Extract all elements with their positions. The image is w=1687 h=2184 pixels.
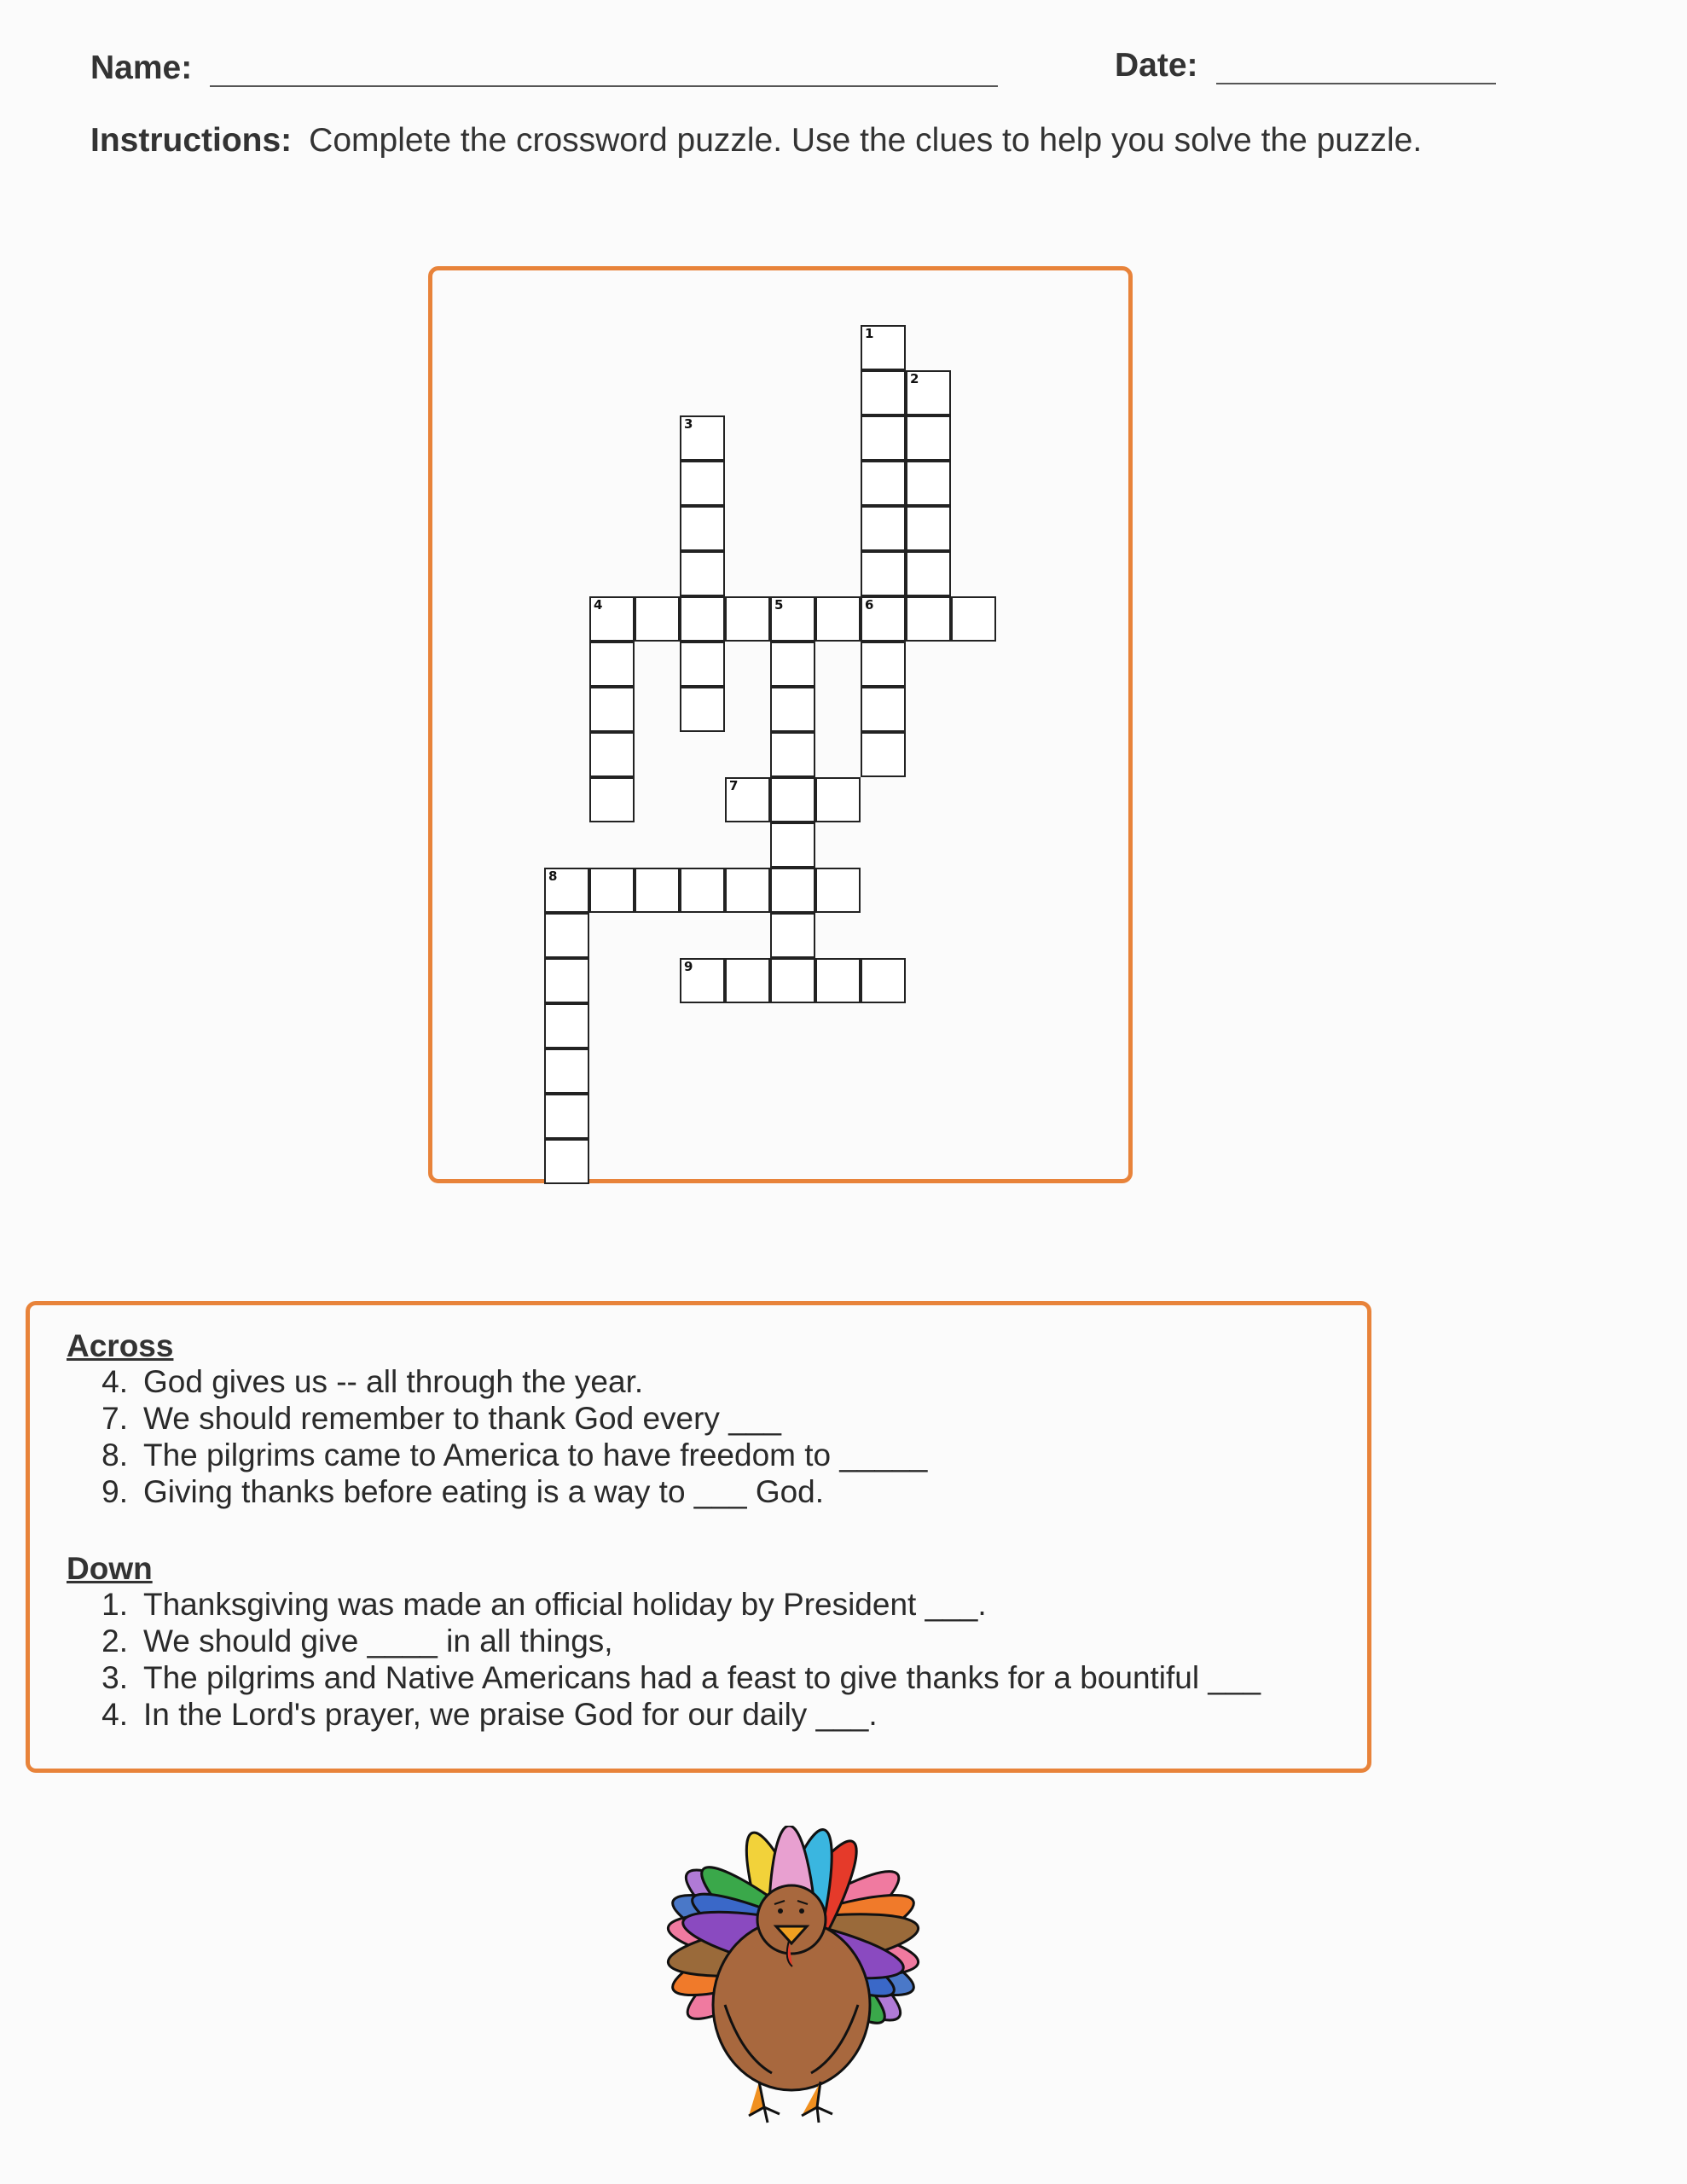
down-clue: 4. In the Lord's prayer, we praise God for our daily ___. xyxy=(101,1697,878,1732)
crossword-cell[interactable] xyxy=(635,596,680,642)
crossword-cell[interactable] xyxy=(725,958,770,1003)
clue-number: 7 xyxy=(729,778,739,793)
down-clue: 2. We should give ____ in all things, xyxy=(101,1623,613,1658)
clue-number: 3 xyxy=(684,416,693,432)
crossword-cell[interactable] xyxy=(770,958,815,1003)
crossword-cell[interactable] xyxy=(861,687,906,732)
crossword-cell[interactable] xyxy=(951,596,996,642)
crossword-cell[interactable] xyxy=(906,506,951,551)
crossword-cell[interactable] xyxy=(680,415,725,461)
crossword-cell[interactable] xyxy=(770,913,815,958)
crossword-cell[interactable] xyxy=(680,461,725,506)
crossword-cell[interactable] xyxy=(861,415,906,461)
clue-number: 5 xyxy=(774,597,784,613)
crossword-cell[interactable] xyxy=(770,868,815,913)
crossword-cell[interactable] xyxy=(544,868,589,913)
crossword-cell[interactable] xyxy=(770,732,815,777)
crossword-cell[interactable] xyxy=(544,1094,589,1139)
crossword-cell[interactable] xyxy=(815,868,861,913)
crossword-cell[interactable] xyxy=(589,687,635,732)
across-heading: Across xyxy=(67,1328,174,1363)
crossword-cell[interactable] xyxy=(861,461,906,506)
crossword-cell[interactable] xyxy=(861,958,906,1003)
crossword-cell[interactable] xyxy=(589,732,635,777)
crossword-cell[interactable] xyxy=(680,687,725,732)
crossword-cell[interactable] xyxy=(906,596,951,642)
crossword-cell[interactable] xyxy=(861,642,906,687)
crossword-cell[interactable] xyxy=(725,596,770,642)
crossword-cell[interactable] xyxy=(861,370,906,415)
crossword-cell[interactable] xyxy=(589,777,635,822)
crossword-cell[interactable] xyxy=(680,958,725,1003)
date-field-line[interactable] xyxy=(1216,83,1496,84)
crossword-cell[interactable] xyxy=(770,687,815,732)
instructions-text: Complete the crossword puzzle. Use the clues to help you solve the puzzle. xyxy=(309,122,1423,159)
crossword-cell[interactable] xyxy=(725,777,770,822)
clue-number: 6 xyxy=(865,597,874,613)
crossword-cell[interactable] xyxy=(589,642,635,687)
crossword-cell[interactable] xyxy=(815,958,861,1003)
crossword-cell[interactable] xyxy=(770,596,815,642)
date-label: Date: xyxy=(1115,47,1198,84)
crossword-cell[interactable] xyxy=(544,1003,589,1048)
crossword-cell[interactable] xyxy=(861,325,906,370)
crossword-cell[interactable] xyxy=(544,1139,589,1184)
down-clue: 1. Thanksgiving was made an official holiday by President ___. xyxy=(101,1587,987,1622)
crossword-cell[interactable] xyxy=(544,1048,589,1094)
clue-number: 8 xyxy=(548,868,558,884)
across-clue: 4. God gives us -- all through the year. xyxy=(101,1364,644,1399)
down-clue: 3. The pilgrims and Native Americans had a feast to give thanks for a bountiful ___ xyxy=(101,1660,1261,1695)
down-heading: Down xyxy=(67,1551,153,1586)
crossword-cell[interactable] xyxy=(861,732,906,777)
crossword-cell[interactable] xyxy=(680,868,725,913)
clue-number: 9 xyxy=(684,959,693,974)
crossword-cell[interactable] xyxy=(906,370,951,415)
crossword-cell[interactable] xyxy=(770,642,815,687)
crossword-cell[interactable] xyxy=(815,777,861,822)
crossword-cell[interactable] xyxy=(680,596,725,642)
crossword-cell[interactable] xyxy=(589,596,635,642)
crossword-cell[interactable] xyxy=(815,596,861,642)
crossword-cell[interactable] xyxy=(770,822,815,868)
across-clue: 7. We should remember to thank God every ___ xyxy=(101,1401,781,1436)
across-clue: 9. Giving thanks before eating is a way to ___ God. xyxy=(101,1474,825,1509)
name-field-line[interactable] xyxy=(210,85,998,87)
crossword-cell[interactable] xyxy=(725,868,770,913)
crossword-cell[interactable] xyxy=(906,461,951,506)
crossword-cell[interactable] xyxy=(544,958,589,1003)
clue-number: 1 xyxy=(865,326,874,341)
crossword-cell[interactable] xyxy=(770,777,815,822)
turkey-icon xyxy=(631,1826,955,2133)
crossword-cell[interactable] xyxy=(861,506,906,551)
crossword-cell[interactable] xyxy=(861,551,906,596)
crossword-cell[interactable] xyxy=(680,506,725,551)
name-label: Name: xyxy=(90,49,193,86)
instructions xyxy=(90,122,1422,160)
crossword-cell[interactable] xyxy=(544,913,589,958)
crossword-cell[interactable] xyxy=(589,868,635,913)
crossword-cell[interactable] xyxy=(680,551,725,596)
crossword-cell[interactable] xyxy=(906,551,951,596)
crossword-cell[interactable] xyxy=(861,596,906,642)
crossword-cell[interactable] xyxy=(680,642,725,687)
clue-number: 4 xyxy=(594,597,603,613)
crossword-cell[interactable] xyxy=(906,415,951,461)
crossword-cell[interactable] xyxy=(635,868,680,913)
instructions-label: Instructions: xyxy=(90,122,293,159)
clue-number: 2 xyxy=(910,371,919,386)
across-clue: 8. The pilgrims came to America to have freedom to _____ xyxy=(101,1438,928,1472)
